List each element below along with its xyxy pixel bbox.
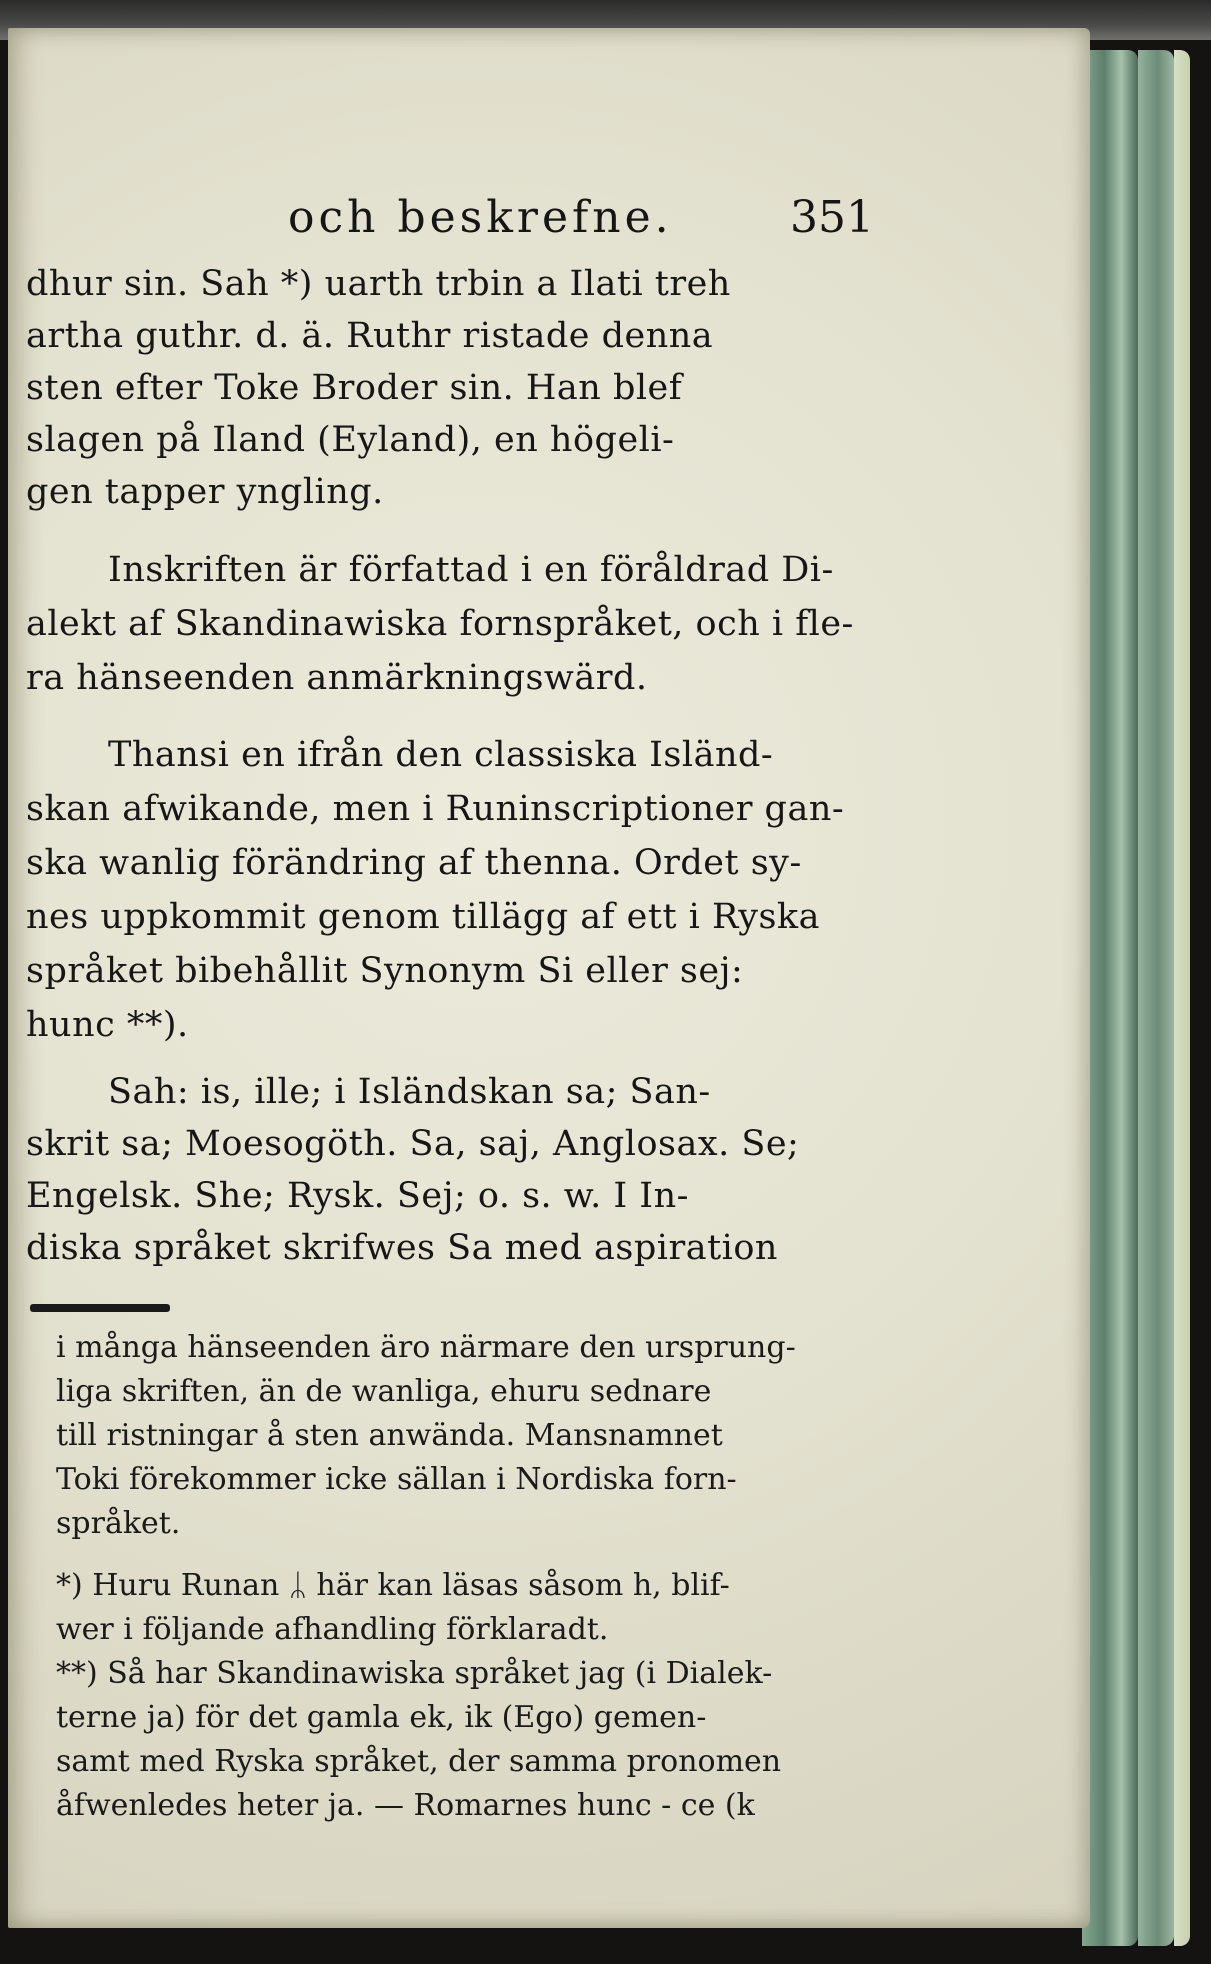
text-line: slagen på Iland (Eyland), en högeli- (26, 420, 675, 460)
text-line: Inskriften är författad i en föråldrad Di- (108, 550, 834, 590)
footnote-gap (56, 1546, 876, 1564)
footnote-rule (30, 1304, 170, 1312)
text-line: nes uppkommit genom tillägg af ett i Ryska (26, 897, 821, 937)
page-number: 351 (790, 192, 874, 243)
text-line: språket bibehållit Synonym Si eller sej: (26, 951, 744, 991)
footnote-line: till ristningar å sten anwända. Mansnamnet (56, 1418, 723, 1453)
footnote-line: liga skriften, än de wanliga, ehuru sednare (56, 1374, 712, 1409)
book-page (8, 28, 1090, 1928)
text-line: skan afwikande, men i Runinscriptioner gan- (26, 789, 845, 829)
paragraph-sah (26, 1066, 856, 1274)
footnote-line: åfwenledes heter ja. — Romarnes hunc - ce (k (56, 1788, 755, 1823)
footnote-line: i många hänseenden äro närmare den ursprung- (56, 1330, 796, 1365)
text-line: gen tapper yngling. (26, 472, 384, 512)
paragraph-thansi (26, 728, 856, 1052)
text-line: hunc **). (26, 1005, 189, 1045)
text-line: artha guthr. d. ä. Ruthr ristade denna (26, 316, 714, 356)
text-line: Thansi en ifrån den classiska Isländ- (108, 735, 774, 775)
footnote-line: *) Huru Runan ᛦ här kan läsas såsom h, blif- (56, 1568, 730, 1603)
text-line: Sah: is, ille; i Isländskan sa; San- (108, 1072, 711, 1112)
footnote-line: terne ja) för det gamla ek, ik (Ego) gemen- (56, 1700, 707, 1735)
text-line: ra hänseenden anmärkningswärd. (26, 658, 648, 698)
text-line: diska språket skrifwes Sa med aspiration (26, 1228, 778, 1268)
page-edge-green (1082, 50, 1138, 1946)
footnote-line: **) Så har Skandinawiska språket jag (i Dialek- (56, 1656, 773, 1691)
paragraph-inscription (26, 543, 856, 705)
footnote-line: samt med Ryska språket, der samma pronomen (56, 1744, 782, 1779)
footnote-line: språket. (56, 1506, 181, 1541)
page-edge-green-inner (1138, 50, 1174, 1946)
text-line: alekt af Skandinawiska fornspråket, och i fle- (26, 604, 854, 644)
paragraph-continuation (26, 258, 856, 518)
page-edge-light (1174, 50, 1190, 1946)
text-line: sten efter Toke Broder sin. Han blef (26, 368, 683, 408)
text-line: dhur sin. Sah *) uarth trbin a Ilati treh (26, 264, 731, 304)
footnote-line: Toki förekommer icke sällan i Nordiska forn- (56, 1462, 737, 1497)
footnote-line: wer i följande afhandling förklaradt. (56, 1612, 609, 1647)
footnotes (56, 1326, 876, 1828)
text-line: ska wanlig förändring af thenna. Ordet sy- (26, 843, 802, 883)
text-line: skrit sa; Moesogöth. Sa, saj, Anglosax. Se; (26, 1124, 800, 1164)
page-header (8, 190, 1090, 245)
running-head: och beskrefne. (288, 192, 673, 243)
text-line: Engelsk. She; Rysk. Sej; o. s. w. I In- (26, 1176, 689, 1216)
